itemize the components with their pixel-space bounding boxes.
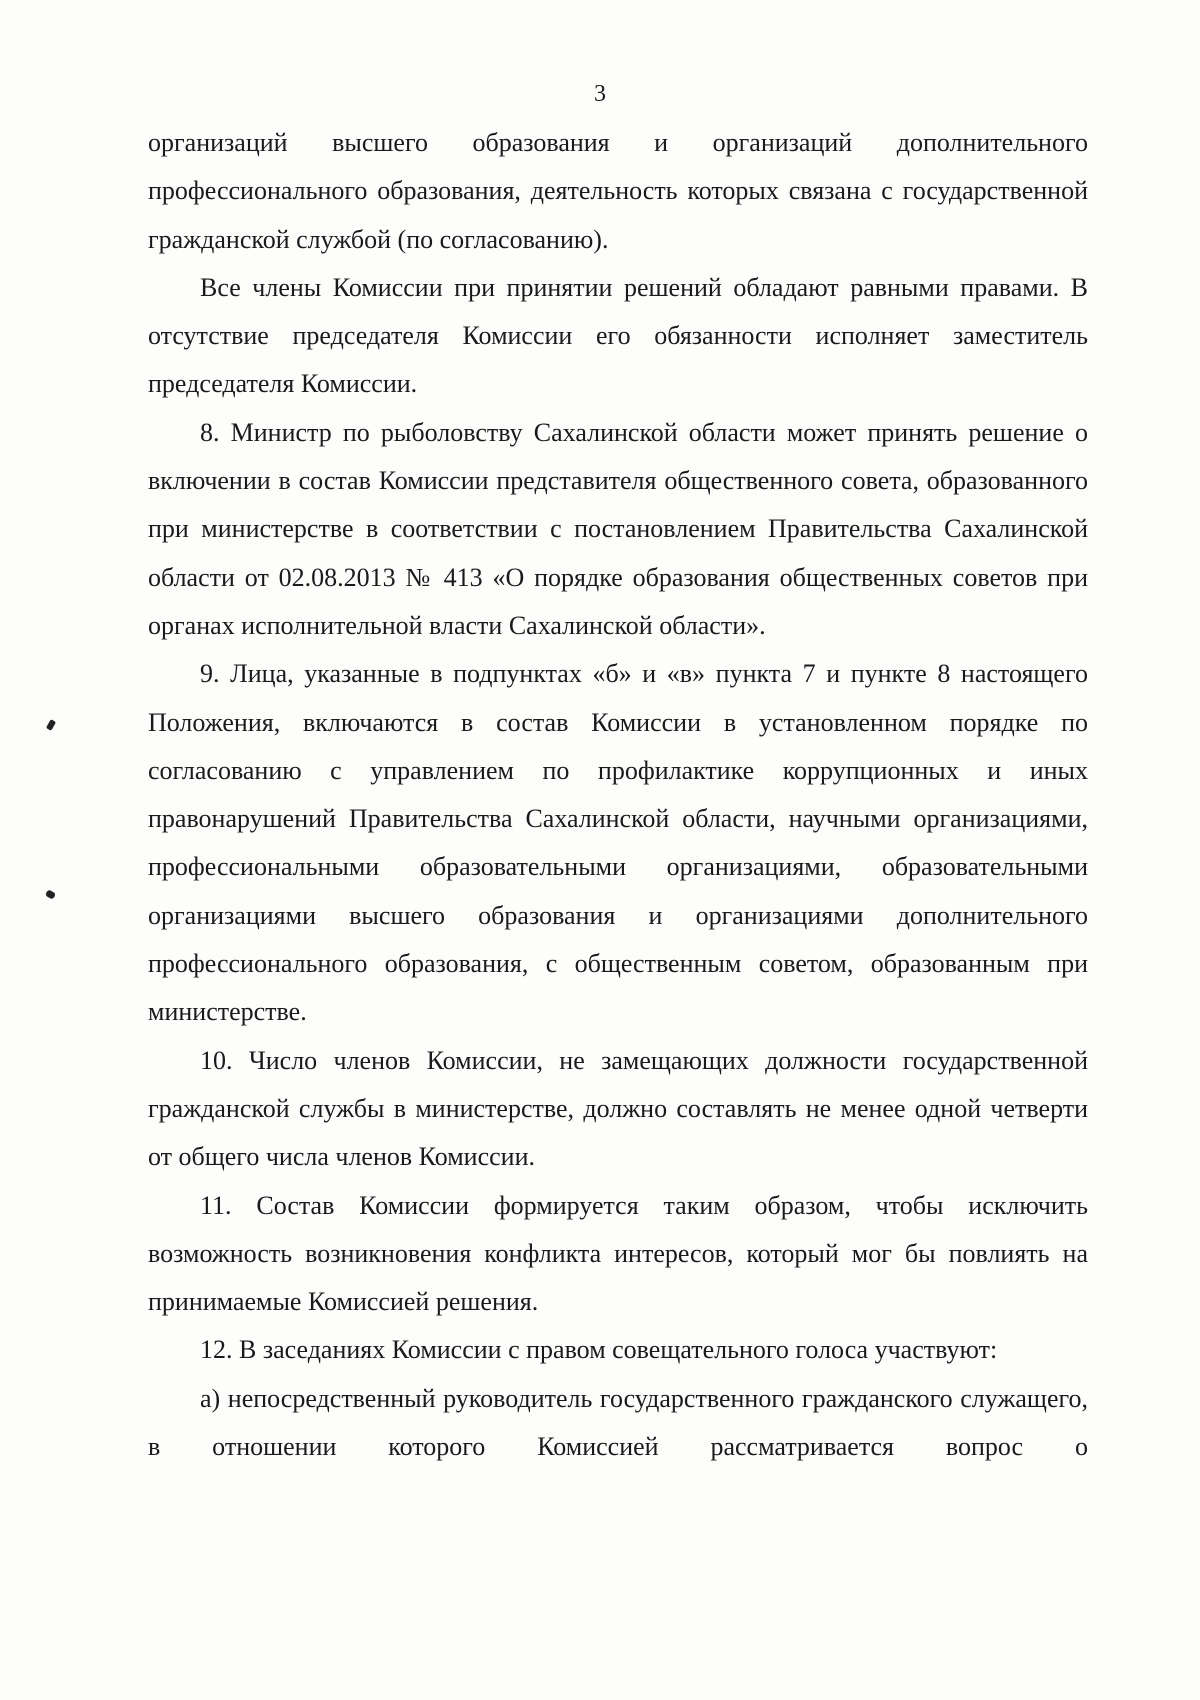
paragraph-item-10: 10. Число членов Комиссии, не замещающих должности государственной гражданской службы в министерстве, должно составлять не менее одной четверти от общего числа членов Комиссии.	[148, 1045, 1088, 1172]
paragraph-item-11: 11. Состав Комиссии формируется таким образом, чтобы исключить возможность возникновения конфликта интересов, который мог бы повлиять на принимаемые Комиссией решения.	[148, 1190, 1088, 1317]
scan-mark	[45, 889, 56, 900]
scan-mark	[46, 719, 56, 731]
paragraph-item-12: 12. В заседаниях Комиссии с правом совещательного голоса участвуют:	[200, 1335, 998, 1365]
page-number: 3	[594, 81, 606, 107]
paragraph-item-8: 8. Министр по рыболовству Сахалинской области может принять решение о включении в состав Комиссии представителя общественного совета, образованного при министерстве в соответствии с постановлением Правительства Сахалинской области от 02.08.2013 № 413 «О порядке образования общественных советов при органах исполнительной власти Сахалинской области».	[148, 417, 1088, 640]
paragraph-equal-rights: Все члены Комиссии при принятии решений обладают равными правами. В отсутствие председателя Комиссии его обязанности исполняет заместитель председателя Комиссии.	[148, 272, 1088, 399]
document-body	[148, 119, 1088, 1471]
paragraph-item-9: 9. Лица, указанные в подпунктах «б» и «в» пункта 7 и пункте 8 настоящего Положения, включаются в состав Комиссии в установленном порядке по согласованию с управлением по профилактике коррупционных и иных правонарушений Правительства Сахалинской области, научными организациями, профессиональными образовательными организациями, образовательными организациями высшего образования и организациями дополнительного профессионального образования, с общественным советом, образованным при министерстве.	[148, 659, 1088, 1027]
paragraph-item-12a: а) непосредственный руководитель государственного гражданского служащего, в отношении которого Комиссией рассматривается вопрос о	[148, 1383, 1088, 1462]
paragraph-continuation: организаций высшего образования и организаций дополнительного профессионального образования, деятельность которых связана с государственной гражданской службой (по согласованию).	[148, 128, 1088, 254]
